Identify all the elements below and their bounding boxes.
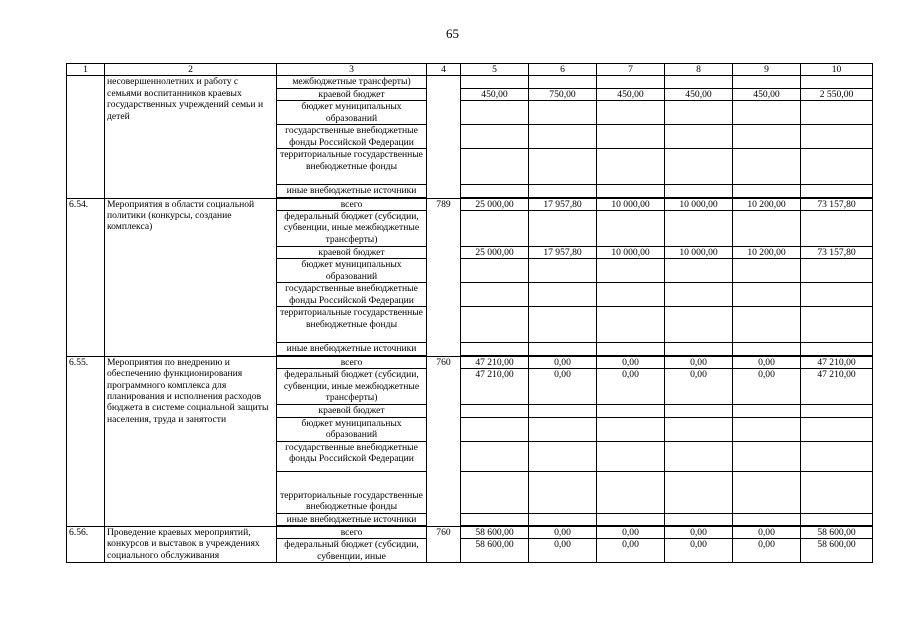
source-label: бюджет муниципальных образований	[277, 259, 427, 283]
header-cell: 7	[597, 64, 665, 76]
source-label: краевой бюджет	[277, 405, 427, 417]
value-cell: 58 600,00	[801, 539, 873, 563]
value-cell: 10 000,00	[665, 198, 733, 210]
value-cell: 0,00	[665, 356, 733, 368]
value-cell: 450,00	[597, 88, 665, 100]
value-cell: 17 957,80	[529, 247, 597, 259]
value-cell: 47 210,00	[801, 356, 873, 368]
value-cell: 2 550,00	[801, 88, 873, 100]
source-label: иные внебюджетные источники	[277, 343, 427, 355]
measure-name: Мероприятия в области социальной политики (конкурсы, создание комплекса)	[105, 198, 277, 356]
value-cell: 25 000,00	[461, 247, 529, 259]
value-cell: 450,00	[733, 88, 801, 100]
header-cell: 10	[801, 64, 873, 76]
value-cell: 0,00	[597, 539, 665, 563]
value-cell: 10 000,00	[665, 247, 733, 259]
table-row	[67, 76, 873, 88]
source-label: территориальные государственные внебюджетные фонды	[277, 307, 427, 343]
value-cell: 750,00	[529, 88, 597, 100]
value-cell: 0,00	[665, 369, 733, 405]
source-label: государственные внебюджетные фонды Российской Федерации	[277, 125, 427, 149]
measure-name: Проведение краевых мероприятий, конкурсов и выставок в учреждениях социального обслуживания	[105, 527, 277, 563]
source-label: федеральный бюджет (субсидии, субвенции, иные	[277, 539, 427, 563]
value-cell: 0,00	[597, 527, 665, 539]
value-cell: 0,00	[529, 356, 597, 368]
source-label: всего	[277, 356, 427, 368]
source-label: межбюджетные трансферты)	[277, 76, 427, 88]
table-row	[67, 356, 873, 368]
value-cell: 0,00	[733, 539, 801, 563]
value-cell: 0,00	[733, 527, 801, 539]
budget-code: 760	[427, 356, 461, 526]
value-cell: 58 600,00	[461, 527, 529, 539]
value-cell: 0,00	[665, 527, 733, 539]
measure-name: несовершеннолетних и работу с семьями воспитанников краевых государственных учреждений семьи и детей	[105, 76, 277, 198]
value-cell: 58 600,00	[461, 539, 529, 563]
budget-table	[66, 63, 873, 563]
source-label: краевой бюджет	[277, 247, 427, 259]
row-number	[67, 76, 105, 198]
value-cell: 73 157,80	[801, 198, 873, 210]
table-row	[67, 198, 873, 210]
source-label: федеральный бюджет (субсидии, субвенции, иные межбюджетные трансферты)	[277, 369, 427, 405]
budget-code: 760	[427, 527, 461, 563]
value-cell: 0,00	[597, 356, 665, 368]
row-number: 6.55.	[67, 356, 105, 526]
header-cell: 1	[67, 64, 105, 76]
source-label: государственные внебюджетные фонды Российской Федерации	[277, 441, 427, 471]
value-cell: 0,00	[529, 539, 597, 563]
value-cell: 0,00	[665, 539, 733, 563]
header-row	[67, 64, 873, 76]
source-label: федеральный бюджет (субсидии, субвенции, иные межбюджетные трансферты)	[277, 211, 427, 247]
source-label: всего	[277, 198, 427, 210]
value-cell: 0,00	[529, 369, 597, 405]
header-cell: 2	[105, 64, 277, 76]
header-cell: 5	[461, 64, 529, 76]
value-cell: 0,00	[733, 369, 801, 405]
value-cell: 10 000,00	[597, 198, 665, 210]
header-cell: 9	[733, 64, 801, 76]
value-cell: 58 600,00	[801, 527, 873, 539]
value-cell: 25 000,00	[461, 198, 529, 210]
source-label: иные внебюджетные источники	[277, 513, 427, 525]
value-cell: 10 200,00	[733, 198, 801, 210]
source-label: территориальные государственные внебюджетные фонды	[277, 149, 427, 185]
header-cell: 6	[529, 64, 597, 76]
value-cell: 0,00	[529, 527, 597, 539]
value-cell: 47 210,00	[461, 356, 529, 368]
source-label: государственные внебюджетные фонды Российской Федерации	[277, 283, 427, 307]
source-label: краевой бюджет	[277, 88, 427, 100]
source-label: бюджет муниципальных образований	[277, 417, 427, 441]
value-cell: 0,00	[597, 369, 665, 405]
page-number: 65	[446, 26, 459, 41]
budget-code: 789	[427, 198, 461, 356]
value-cell: 10 200,00	[733, 247, 801, 259]
value-cell: 73 157,80	[801, 247, 873, 259]
source-label: иные внебюджетные источники	[277, 185, 427, 197]
source-label: территориальные государственные внебюджетные фонды	[277, 471, 427, 513]
value-cell: 450,00	[461, 88, 529, 100]
budget-code	[427, 76, 461, 198]
header-cell: 3	[277, 64, 427, 76]
value-cell: 10 000,00	[597, 247, 665, 259]
value-cell: 47 210,00	[461, 369, 529, 405]
value-cell: 0,00	[733, 356, 801, 368]
source-label: всего	[277, 527, 427, 539]
header-cell: 8	[665, 64, 733, 76]
source-label: бюджет муниципальных образований	[277, 101, 427, 125]
value-cell: 450,00	[665, 88, 733, 100]
value-cell: 17 957,80	[529, 198, 597, 210]
measure-name: Мероприятия по внедрению и обеспечению функционирования программного комплекса для планирования и исполнения расходов бюджета в системе социальной защиты населения, труда и занятости	[105, 356, 277, 526]
value-cell: 47 210,00	[801, 369, 873, 405]
header-cell: 4	[427, 64, 461, 76]
row-number: 6.54.	[67, 198, 105, 356]
row-number: 6.56.	[67, 527, 105, 563]
table-row	[67, 527, 873, 539]
